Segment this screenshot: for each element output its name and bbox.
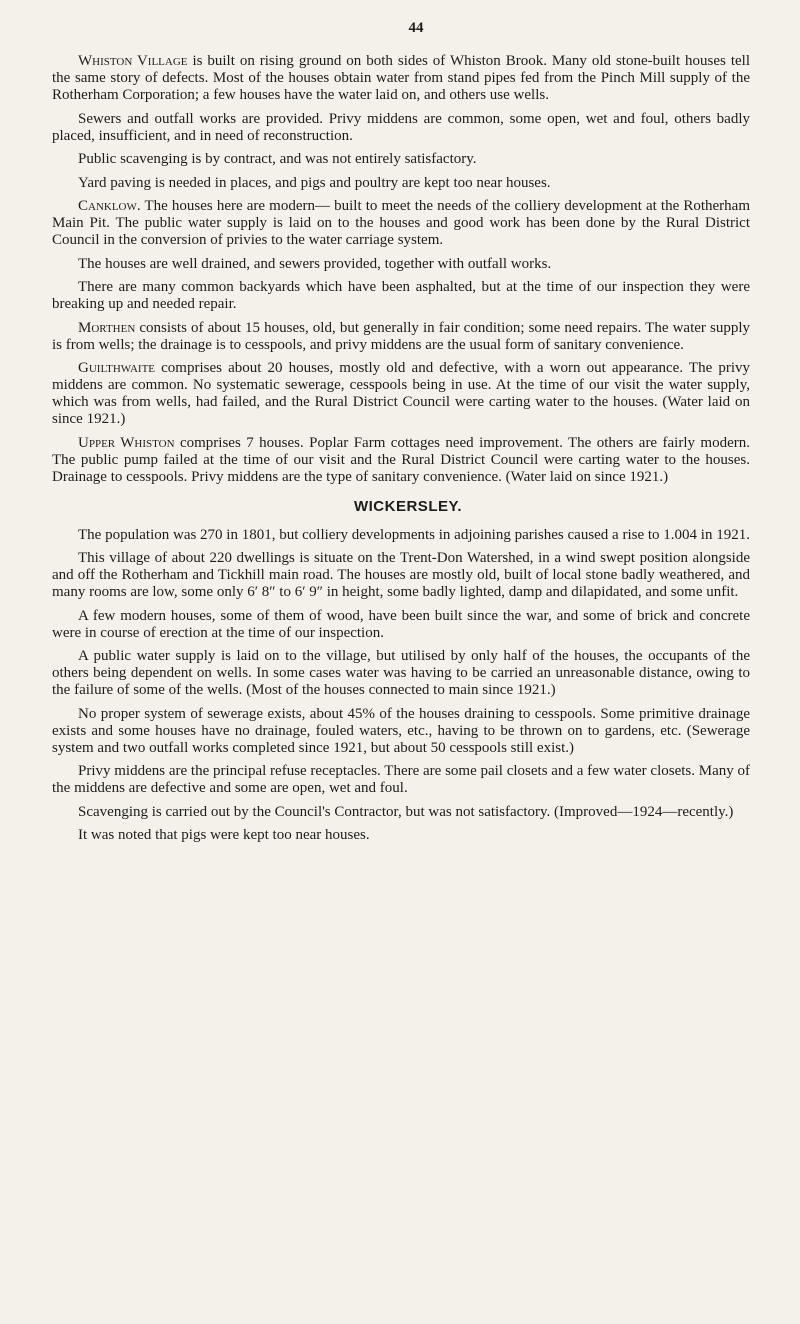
lead-text: Canklow. bbox=[78, 198, 141, 214]
paragraph-sewerage: No proper system of sewerage exists, about 45% of the houses draining to cesspools. Some primitive drainage exists and some houses have no drainage, fouled waters, etc., having to be thrown on to gardens, etc. (Sewerage system and two outfall works completed since 1921, but about 50 cesspools still exist.) bbox=[52, 705, 750, 756]
parish-section-wickersley bbox=[52, 527, 750, 845]
lead-text: Morthen bbox=[78, 319, 136, 336]
body-text: Public scavenging is by contract, and was not entirely satisfactory. bbox=[78, 151, 477, 167]
paragraph-morthen bbox=[52, 320, 750, 354]
section-heading-wickersley: WICKERSLEY. bbox=[353, 497, 462, 515]
paragraph-water-supply: A public water supply is laid on to the village, but utilised by only half of the houses, the occupants of the others being dependent on wells. In some cases water was having to be carried an unreasonable distance, owing to the failure of some of the wells. (Most of the houses connected to main since 1921.) bbox=[52, 648, 750, 698]
paragraph-scavenging bbox=[52, 151, 750, 168]
paragraph-upper-whiston bbox=[52, 435, 750, 486]
paragraph-backyards bbox=[52, 279, 750, 313]
body-text: is built on rising ground on both sides of Whiston Brook. Many old stone-built houses tell the same story of defects. Most of the houses obtain water from stand pipes fed from the Pinch Mill supply of the Rotherham Corporation; a few houses have the water laid on, and others use wells. bbox=[52, 53, 750, 103]
lead-text: Whiston Village bbox=[78, 53, 188, 69]
paragraph-pigs: It was noted that pigs were kept too near houses. bbox=[78, 827, 370, 843]
paragraph-whiston-village bbox=[52, 53, 750, 104]
body-text: consists of about 15 houses, old, but generally in fair condition; some need repairs. The water supply is from wells; the drainage is to cesspools, and privy middens are the usual form of sanitary convenience. bbox=[52, 319, 750, 353]
body-text: There are many common backyards which have been asphalted, but at the time of our inspection they were breaking up and needed repair. bbox=[52, 279, 750, 312]
body-text: The houses are well drained, and sewers provided, together with outfall works. bbox=[78, 255, 552, 272]
parish-section-whiston bbox=[52, 53, 750, 486]
body-text: comprises about 20 houses, mostly old and defective, with a worn out appearance. The privy middens are common. No systematic sewerage, cesspools being in use. At the time of our visit the water supply, which was from wells, had failed, and the Rural District Council were carting water to the houses. (Water laid on since 1921.) bbox=[52, 360, 750, 427]
body-text: comprises 7 houses. Poplar Farm cottages need improvement. The others are fairly modern. The public pump failed at the time of our visit and the Rural District Council were carting water to the houses. Drainage to cesspools. Privy middens are the type of sanitary convenience. (Water laid on since 1921.) bbox=[52, 434, 750, 485]
paragraph-canklow bbox=[52, 198, 750, 249]
lead-text: Guilthwaite bbox=[78, 360, 156, 376]
document-page bbox=[52, 20, 750, 851]
body-text: Yard paving is needed in places, and pigs and poultry are kept too near houses. bbox=[78, 174, 551, 191]
paragraph-drainage bbox=[52, 256, 750, 273]
lead-text: Upper Whiston bbox=[78, 434, 175, 451]
body-text: The houses here are modern— built to meet the needs of the colliery development at the Rotherham Main Pit. The public water supply is laid on to the houses and good work has been done by the Rural District Council in the conversion of privies to the water carriage system. bbox=[52, 198, 750, 248]
paragraph-modern-houses: A few modern houses, some of them of wood, have been built since the war, and some of brick and concrete were in course of erection at the time of our inspection. bbox=[52, 607, 750, 641]
paragraph-scavenging-contractor: Scavenging is carried out by the Council's Contractor, but was not satisfactory. (Improved—1924—recently.) bbox=[78, 803, 734, 820]
page-number: 44 bbox=[408, 20, 424, 36]
paragraph-dwellings: This village of about 220 dwellings is situate on the Trent-Don Watershed, in a wind swept position alongside and off the Rotherham and Tickhill main road. The houses are mostly old, built of local stone badly weathered, and many rooms are low, some only 6′ 8″ to 6′ 9″ in height, some badly lighted, damp and dilapidated, and some unfit. bbox=[52, 550, 750, 600]
body-text: Sewers and outfall works are provided. Privy middens are common, some open, wet and foul, others badly placed, insufficient, and in need of reconstruction. bbox=[52, 110, 750, 144]
paragraph-yard-paving bbox=[52, 175, 750, 192]
paragraph-privy-middens: Privy middens are the principal refuse receptacles. There are some pail closets and a few water closets. Many of the middens are defective and some are open, wet and foul. bbox=[52, 763, 750, 796]
paragraph-population: The population was 270 in 1801, but colliery developments in adjoining parishes caused a rise to 1.004 in 1921. bbox=[78, 526, 750, 543]
paragraph-sewers bbox=[52, 111, 750, 145]
paragraph-guilthwaite bbox=[52, 360, 750, 428]
